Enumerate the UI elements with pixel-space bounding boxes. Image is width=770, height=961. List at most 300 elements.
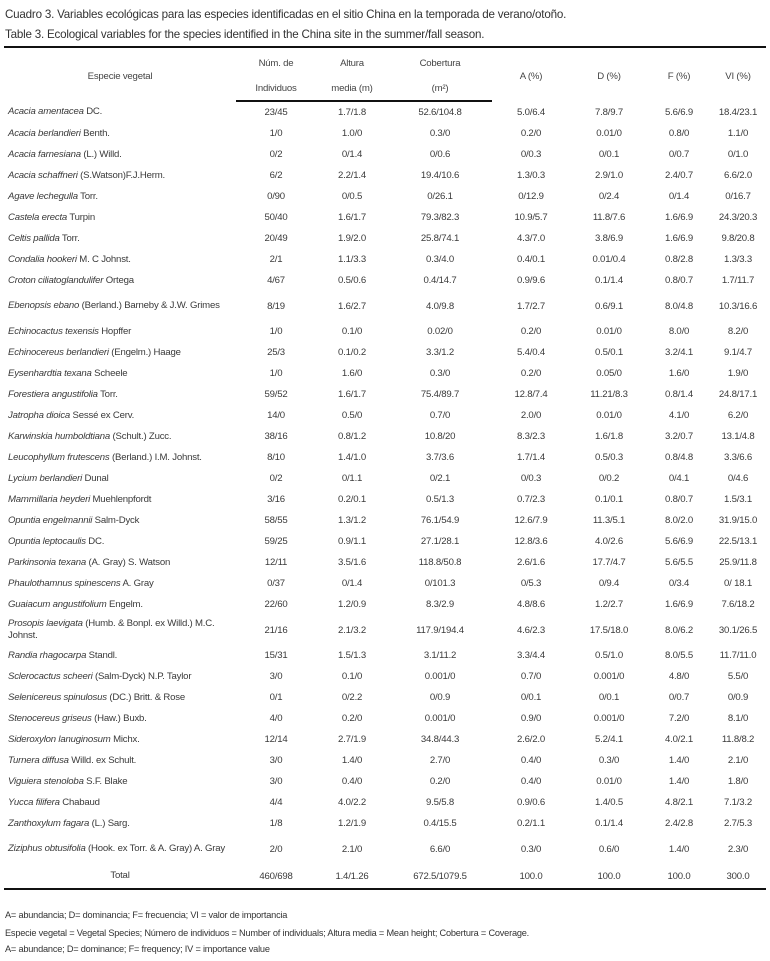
cell-importance-value: 18.4/23.1 — [718, 106, 758, 118]
cell-abundance: 2.6/1.6 — [517, 557, 545, 568]
cell-abundance: 0.4/0 — [520, 776, 542, 787]
cell-coverage: 34.8/44.3 — [420, 734, 460, 745]
scientific-name: Ebenopsis ebano — [8, 300, 80, 311]
scientific-name: Lycium berlandieri — [8, 472, 83, 484]
table-row — [4, 552, 766, 573]
author-citation: (Hook. ex Torr. & A. Gray) A. Gray — [85, 843, 226, 854]
cell-dominance: 4.0/2.6 — [595, 536, 623, 547]
author-citation: Chabaud — [59, 796, 100, 808]
table-row — [4, 249, 766, 270]
cell-importance-value: 9.8/20.8 — [721, 233, 755, 244]
cell-num-individuals: 0/2 — [269, 473, 283, 484]
cell-coverage: 0/101.3 — [424, 578, 456, 589]
cell-abundance: 8.3/2.3 — [517, 431, 545, 442]
cell-num-individuals: 4/4 — [269, 797, 283, 808]
table-row — [4, 813, 766, 834]
scientific-name: Prosopis laevigata — [8, 618, 83, 629]
scientific-name: Croton ciliatoglandulifer — [8, 274, 104, 286]
cell-num-individuals: 59/25 — [264, 536, 288, 547]
cell-abundance: 5.0/6.4 — [517, 106, 545, 118]
cell-num-individuals: 1/0 — [269, 326, 283, 337]
cell-frequency: 8.0/0 — [668, 326, 690, 337]
total-row — [4, 864, 766, 889]
cell-frequency: 0.8/0 — [668, 128, 690, 139]
cell-frequency: 1.6/0 — [668, 368, 690, 379]
table-row — [4, 468, 766, 489]
cell-abundance: 5.4/0.4 — [517, 347, 545, 358]
cell-coverage: 0.02/0 — [427, 326, 453, 337]
cell-num-individuals: 0/2 — [269, 149, 283, 160]
scientific-name: Agave lechegulla — [8, 190, 78, 202]
species-name — [4, 813, 236, 834]
cell-abundance: 12.8/3.6 — [514, 536, 548, 547]
cell-mean-height: 0.5/0 — [341, 410, 363, 421]
header-species: Especie vegetal — [4, 47, 236, 101]
cell-mean-height: 1.6/2.7 — [338, 300, 366, 312]
cell-importance-value: 2.7/5.3 — [724, 818, 752, 829]
author-citation: Torr. — [77, 190, 98, 202]
cell-coverage: 0/26.1 — [427, 191, 453, 202]
cell-coverage: 79.3/82.3 — [420, 212, 460, 223]
author-citation: Engelm. — [106, 598, 143, 610]
cell-frequency: 8.0/4.8 — [665, 300, 693, 312]
cell-mean-height: 2.7/1.9 — [338, 734, 366, 745]
author-citation: Turpin — [67, 211, 95, 223]
header-alt-line1: Altura — [316, 47, 388, 76]
cell-abundance: 10.9/5.7 — [514, 212, 548, 223]
cell-dominance: 0.1/0.1 — [595, 494, 623, 505]
cell-dominance: 3.8/6.9 — [595, 233, 623, 244]
cell-frequency: 5.6/5.5 — [665, 557, 693, 568]
cell-mean-height: 1.6/1.7 — [338, 389, 366, 400]
species-name — [4, 573, 236, 594]
species-name — [4, 144, 236, 165]
cell-importance-value: 13.1/4.8 — [721, 431, 755, 442]
cell-frequency: 1.4/0 — [668, 755, 690, 766]
scientific-name: Forestiera angustifolia — [8, 388, 98, 400]
cell-abundance: 0.9/0 — [520, 713, 542, 724]
cell-num-individuals: 22/60 — [264, 599, 288, 610]
species-name — [4, 729, 236, 750]
scientific-name: Acacia farnesiana — [8, 148, 81, 160]
cell-mean-height: 2.2/1.4 — [338, 170, 366, 181]
table-row — [4, 771, 766, 792]
table-row — [4, 207, 766, 228]
cell-dominance: 0.01/0.4 — [592, 254, 626, 265]
scientific-name: Leucophyllum frutescens — [8, 451, 110, 463]
scientific-name: Sclerocactus scheeri — [8, 670, 93, 682]
cell-coverage: 2.7/0 — [429, 755, 451, 766]
table-row — [4, 615, 766, 645]
cell-importance-value: 2.1/0 — [727, 755, 749, 766]
cell-dominance: 1.6/1.8 — [595, 431, 623, 442]
cell-coverage: 0.2/0 — [429, 776, 451, 787]
cell-mean-height: 0/1.1 — [341, 473, 363, 484]
scientific-name: Selenicereus spinulosus — [8, 691, 107, 703]
cell-coverage: 0.3/0 — [429, 128, 451, 139]
scientific-name: Eysenhardtia texana — [8, 367, 92, 379]
cell-importance-value: 1.5/3.1 — [724, 494, 752, 505]
scientific-name: Guaiacum angustifolium — [8, 598, 107, 610]
species-name — [4, 834, 236, 864]
scientific-name: Karwinskia humboldtiana — [8, 430, 111, 442]
scientific-name: Ziziphus obtusifolia — [8, 843, 86, 854]
cell-dominance: 0.01/0 — [596, 326, 622, 337]
cell-mean-height: 1.6/1.7 — [338, 212, 366, 223]
header-d: D (%) — [570, 47, 648, 101]
total-label: Total — [4, 864, 236, 889]
species-name — [4, 666, 236, 687]
cell-coverage: 0/0.6 — [429, 149, 451, 160]
cell-coverage: 0.5/1.3 — [426, 494, 454, 505]
total-height: 1.4/1.26 — [316, 864, 388, 889]
scientific-name: Acacia amentacea — [8, 106, 84, 117]
cell-importance-value: 22.5/13.1 — [718, 536, 758, 547]
cell-frequency: 0/1.4 — [668, 191, 690, 202]
species-name — [4, 687, 236, 708]
cell-coverage: 117.9/194.4 — [416, 624, 464, 636]
author-citation: (Engelm.) Haage — [108, 346, 181, 358]
cell-frequency: 3.2/4.1 — [665, 347, 693, 358]
cell-dominance: 0.5/1.0 — [595, 650, 623, 661]
author-citation: (Salm-Dyck) N.P. Taylor — [92, 670, 192, 682]
scientific-name: Mammillaria heyderi — [8, 493, 91, 505]
cell-abundance: 12.8/7.4 — [514, 389, 548, 400]
cell-num-individuals: 3/0 — [269, 776, 283, 787]
author-citation: (DC.) Britt. & Rose — [106, 691, 185, 703]
species-name — [4, 447, 236, 468]
cell-mean-height: 0.2/0 — [341, 713, 363, 724]
cell-dominance: 17.7/4.7 — [592, 557, 626, 568]
cell-importance-value: 6.2/0 — [727, 410, 749, 421]
cell-mean-height: 1.2/1.9 — [338, 818, 366, 829]
species-name — [4, 207, 236, 228]
species-name — [4, 594, 236, 615]
cell-abundance: 0/5.3 — [520, 578, 542, 589]
cell-dominance: 0/0.1 — [598, 692, 620, 703]
ecological-variables-table — [4, 46, 766, 890]
cell-mean-height: 3.5/1.6 — [338, 557, 366, 568]
table-row — [4, 708, 766, 729]
cell-mean-height: 0.4/0 — [341, 776, 363, 787]
cell-dominance: 0.6/9.1 — [595, 300, 623, 312]
cell-coverage: 118.8/50.8 — [418, 557, 462, 568]
header-num-line1: Núm. de — [236, 47, 316, 76]
total-a: 100.0 — [492, 864, 570, 889]
cell-dominance: 2.9/1.0 — [595, 170, 623, 181]
cell-frequency: 0.8/0.7 — [665, 494, 693, 505]
cell-frequency: 4.8/2.1 — [665, 797, 693, 808]
cell-importance-value: 1.3/3.3 — [724, 254, 752, 265]
author-citation: (S.Watson)F.J.Herm. — [77, 169, 165, 181]
cell-mean-height: 0/2.2 — [341, 692, 363, 703]
cell-abundance: 12.6/7.9 — [514, 515, 548, 526]
cell-dominance: 11.8/7.6 — [592, 212, 626, 223]
cell-abundance: 4.3/7.0 — [517, 233, 545, 244]
table-row — [4, 144, 766, 165]
cell-frequency: 0.8/4.8 — [665, 452, 693, 463]
author-citation: Torr. — [97, 388, 118, 400]
cell-importance-value: 1.8/0 — [727, 776, 749, 787]
species-name — [4, 708, 236, 729]
cell-coverage: 0/2.1 — [429, 473, 451, 484]
cell-coverage: 9.5/5.8 — [426, 797, 454, 808]
cell-abundance: 0.7/0 — [520, 671, 542, 682]
total-vi: 300.0 — [710, 864, 766, 889]
cell-num-individuals: 21/16 — [264, 624, 288, 636]
cell-coverage: 0.7/0 — [429, 410, 451, 421]
cell-abundance: 1.7/1.4 — [517, 452, 545, 463]
header-a: A (%) — [492, 47, 570, 101]
species-name — [4, 489, 236, 510]
cell-dominance: 0.05/0 — [596, 368, 622, 379]
cell-mean-height: 2.1/3.2 — [338, 624, 366, 636]
cell-dominance: 0.01/0 — [596, 128, 622, 139]
cell-frequency: 2.4/0.7 — [665, 170, 693, 181]
species-name — [4, 552, 236, 573]
footnote-abbrev-es: A= abundancia; D= dominancia; F= frecuencia; VI = valor de importancia — [5, 910, 288, 920]
cell-dominance: 11.21/8.3 — [590, 389, 628, 400]
table-row — [4, 447, 766, 468]
species-name — [4, 771, 236, 792]
table-row — [4, 342, 766, 363]
author-citation: Torr. — [59, 232, 80, 244]
species-name — [4, 363, 236, 384]
scientific-name: Sideroxylon lanuginosum — [8, 733, 111, 745]
total-d: 100.0 — [570, 864, 648, 889]
scientific-name: Viguiera stenoloba — [8, 775, 84, 787]
author-citation: (Haw.) Buxb. — [91, 712, 147, 724]
cell-importance-value: 7.1/3.2 — [724, 797, 752, 808]
cell-num-individuals: 1/0 — [269, 368, 283, 379]
author-citation: Michx. — [110, 733, 140, 745]
cell-importance-value: 1.1/0 — [727, 128, 749, 139]
cell-coverage: 75.4/89.7 — [420, 389, 460, 400]
author-citation: A. Gray — [120, 577, 154, 589]
cell-mean-height: 1.2/0.9 — [338, 599, 366, 610]
cell-abundance: 1.3/0.3 — [517, 170, 545, 181]
scientific-name: Castela erecta — [8, 211, 68, 223]
species-name — [4, 101, 236, 123]
cell-abundance: 3.3/4.4 — [517, 650, 545, 661]
scientific-name: Phaulothamnus spinescens — [8, 577, 121, 589]
cell-dominance: 0.5/0.1 — [595, 347, 623, 358]
scientific-name: Acacia schaffneri — [8, 169, 78, 181]
cell-mean-height: 0.8/1.2 — [338, 431, 366, 442]
cell-coverage: 10.8/20 — [424, 431, 456, 442]
species-name — [4, 321, 236, 342]
author-citation: (L.) Willd. — [80, 148, 122, 160]
cell-importance-value: 10.3/16.6 — [718, 300, 758, 312]
cell-dominance: 1.4/0.5 — [595, 797, 623, 808]
cell-importance-value: 0/0.9 — [727, 692, 749, 703]
cell-num-individuals: 59/52 — [264, 389, 288, 400]
cell-mean-height: 4.0/2.2 — [338, 797, 366, 808]
cell-coverage: 19.4/10.6 — [420, 170, 460, 181]
cell-mean-height: 0/1.4 — [341, 149, 363, 160]
cell-mean-height: 1.6/0 — [341, 368, 363, 379]
cell-mean-height: 1.1/3.3 — [338, 254, 366, 265]
cell-importance-value: 1.9/0 — [727, 368, 749, 379]
cell-frequency: 0/0.7 — [668, 692, 690, 703]
cell-dominance: 0.6/0 — [598, 843, 620, 855]
cell-abundance: 0.2/0 — [520, 128, 542, 139]
species-name — [4, 405, 236, 426]
species-name — [4, 645, 236, 666]
cell-coverage: 4.0/9.8 — [426, 300, 454, 312]
cell-mean-height: 1.0/0 — [341, 128, 363, 139]
cell-dominance: 0/0.1 — [598, 149, 620, 160]
cell-abundance: 2.6/2.0 — [517, 734, 545, 745]
author-citation: Hopffer — [98, 325, 132, 337]
cell-abundance: 4.6/2.3 — [517, 624, 545, 636]
cell-num-individuals: 0/37 — [267, 578, 285, 589]
table-row — [4, 405, 766, 426]
cell-frequency: 4.8/0 — [668, 671, 690, 682]
cell-num-individuals: 58/55 — [264, 515, 288, 526]
author-citation: (Berland.) Barneby & J.W. Grimes — [79, 300, 220, 311]
cell-abundance: 0.3/0 — [520, 843, 542, 855]
cell-frequency: 1.4/0 — [668, 776, 690, 787]
cell-mean-height: 1.5/1.3 — [338, 650, 366, 661]
cell-importance-value: 3.3/6.6 — [724, 452, 752, 463]
cell-num-individuals: 8/19 — [267, 300, 285, 312]
author-citation: (A. Gray) S. Watson — [86, 556, 171, 568]
cell-dominance: 0/0.2 — [598, 473, 620, 484]
scientific-name: Celtis pallida — [8, 232, 60, 244]
cell-mean-height: 0.2/0.1 — [338, 494, 366, 505]
cell-abundance: 0/0.3 — [520, 473, 542, 484]
cell-mean-height: 1.9/2.0 — [338, 233, 366, 244]
author-citation: (Berland.) I.M. Johnst. — [109, 451, 202, 463]
scientific-name: Turnera diffusa — [8, 754, 69, 766]
scientific-name: Jatropha dioica — [8, 409, 71, 421]
cell-dominance: 0/2.4 — [598, 191, 620, 202]
scientific-name: Zanthoxylum fagara — [8, 817, 90, 829]
cell-importance-value: 2.3/0 — [727, 843, 749, 855]
cell-frequency: 8.0/6.2 — [665, 624, 693, 636]
cell-dominance: 17.5/18.0 — [589, 624, 629, 636]
author-citation: Ortega — [103, 274, 134, 286]
table-row — [4, 228, 766, 249]
cell-num-individuals: 12/11 — [264, 557, 288, 568]
species-name — [4, 186, 236, 207]
table-row — [4, 165, 766, 186]
header-alt-line2: media (m) — [316, 76, 388, 101]
cell-abundance: 0.2/1.1 — [517, 818, 545, 829]
author-citation: (Humb. & Bonpl. ex Willd.) M.C. Johnst. — [8, 618, 215, 641]
cell-dominance: 11.3/5.1 — [592, 515, 626, 526]
cell-num-individuals: 1/8 — [269, 818, 283, 829]
cell-importance-value: 0/ 18.1 — [724, 578, 752, 589]
species-name — [4, 270, 236, 291]
cell-num-individuals: 3/16 — [267, 494, 285, 505]
cell-frequency: 7.2/0 — [668, 713, 690, 724]
cell-importance-value: 30.1/26.5 — [718, 624, 758, 636]
cell-mean-height: 0.9/1.1 — [338, 536, 366, 547]
author-citation: Scheele — [91, 367, 128, 379]
cell-importance-value: 1.7/11.7 — [721, 275, 755, 286]
author-citation: (Schult.) Zucc. — [110, 430, 172, 442]
cell-mean-height: 1.4/0 — [341, 755, 363, 766]
author-citation: DC. — [83, 106, 103, 117]
cell-coverage: 76.1/54.9 — [420, 515, 460, 526]
cell-importance-value: 24.8/17.1 — [718, 389, 758, 400]
cell-coverage: 6.6/0 — [429, 843, 451, 855]
table-row — [4, 687, 766, 708]
cell-frequency: 0/0.7 — [668, 149, 690, 160]
cell-coverage: 0.3/4.0 — [426, 254, 454, 265]
scientific-name: Acacia berlandieri — [8, 127, 81, 139]
cell-abundance: 2.0/0 — [520, 410, 542, 421]
cell-coverage: 0.3/0 — [429, 368, 451, 379]
cell-frequency: 0/3.4 — [668, 578, 690, 589]
cell-mean-height: 1.3/1.2 — [338, 515, 366, 526]
table-row — [4, 750, 766, 771]
cell-abundance: 0/0.3 — [520, 149, 542, 160]
caption-spanish: Cuadro 3. Variables ecológicas para las especies identificadas en el sitio China en la temporada de verano/otoño. — [5, 8, 567, 21]
table-row — [4, 270, 766, 291]
cell-coverage: 8.3/2.9 — [426, 599, 454, 610]
author-citation: M. C Johnst. — [76, 253, 131, 265]
author-citation: Salm-Dyck — [92, 514, 140, 526]
cell-frequency: 0.8/0.7 — [665, 275, 693, 286]
species-name — [4, 165, 236, 186]
cell-abundance: 0/0.1 — [520, 692, 542, 703]
header-f: F (%) — [648, 47, 710, 101]
species-name — [4, 384, 236, 405]
cell-abundance: 0.2/0 — [520, 326, 542, 337]
cell-num-individuals: 12/14 — [264, 734, 288, 745]
species-name — [4, 792, 236, 813]
species-name — [4, 342, 236, 363]
cell-mean-height: 2.1/0 — [341, 843, 363, 855]
cell-importance-value: 31.9/15.0 — [718, 515, 758, 526]
cell-coverage: 3.7/3.6 — [426, 452, 454, 463]
species-name — [4, 123, 236, 144]
cell-coverage: 25.8/74.1 — [420, 233, 460, 244]
cell-num-individuals: 23/45 — [264, 107, 288, 118]
species-name — [4, 249, 236, 270]
cell-dominance: 0.01/0 — [596, 410, 622, 421]
cell-mean-height: 0.1/0 — [341, 326, 363, 337]
cell-abundance: 0.2/0 — [520, 368, 542, 379]
cell-abundance: 0.9/9.6 — [517, 275, 545, 286]
cell-frequency: 8.0/5.5 — [665, 650, 693, 661]
total-num: 460/698 — [236, 864, 316, 889]
cell-dominance: 0.1/1.4 — [595, 818, 623, 829]
cell-dominance: 0/9.4 — [598, 578, 620, 589]
author-citation: S.F. Blake — [83, 775, 128, 787]
cell-mean-height: 1.4/1.0 — [338, 452, 366, 463]
author-citation: Dunal — [82, 472, 109, 484]
cell-importance-value: 25.9/11.8 — [719, 557, 757, 568]
cell-importance-value: 5.5/0 — [727, 671, 749, 682]
table-row — [4, 834, 766, 864]
cell-frequency: 5.6/6.9 — [665, 536, 693, 547]
cell-frequency: 3.2/0.7 — [665, 431, 693, 442]
cell-importance-value: 6.6/2.0 — [724, 170, 752, 181]
cell-coverage: 0.4/14.7 — [423, 275, 457, 286]
author-citation: Muehlenpfordt — [90, 493, 152, 505]
total-f: 100.0 — [648, 864, 710, 889]
cell-coverage: 0.001/0 — [424, 671, 456, 682]
cell-abundance: 0/12.9 — [518, 191, 544, 202]
footnote-translation: Especie vegetal = Vegetal Species; Número de individuos = Number of individuals; Altura media = Mean height; Cobertura = Coverage. — [5, 928, 530, 938]
cell-coverage: 0.4/15.5 — [423, 818, 457, 829]
scientific-name: Echinocereus berlandieri — [8, 346, 109, 358]
cell-dominance: 0.01/0 — [596, 776, 622, 787]
